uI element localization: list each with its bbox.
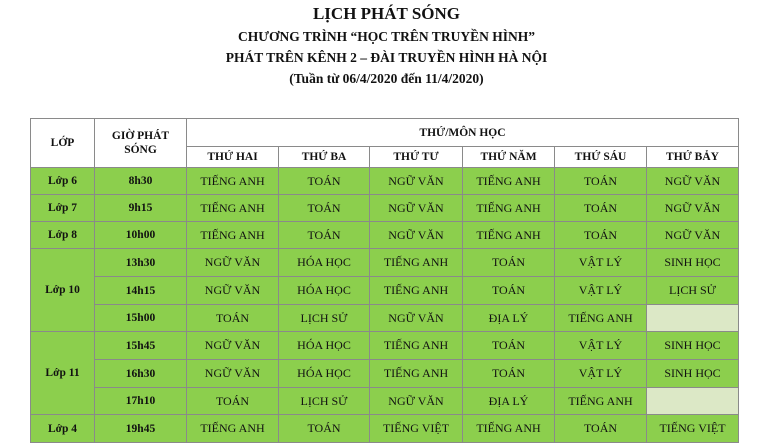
subject-cell: ĐỊA LÝ <box>463 388 555 415</box>
schedule-table <box>30 118 739 443</box>
subject-cell: TIẾNG ANH <box>370 360 463 388</box>
subtitle-week: (Tuần từ 06/4/2020 đến 11/4/2020) <box>289 71 484 86</box>
header-day: THỨ SÁU <box>555 147 647 168</box>
subject-cell: SINH HỌC <box>647 332 739 360</box>
subject-cell: TOÁN <box>463 332 555 360</box>
table-row <box>31 415 739 443</box>
subject-cell: NGỮ VĂN <box>370 305 463 332</box>
table-row <box>31 332 739 360</box>
time-cell: 19h45 <box>95 415 187 443</box>
subject-cell: NGỮ VĂN <box>187 360 279 388</box>
subject-cell: NGỮ VĂN <box>370 168 463 195</box>
subject-cell: TOÁN <box>187 305 279 332</box>
subject-cell: VẬT LÝ <box>555 332 647 360</box>
subject-cell: TIẾNG ANH <box>187 415 279 443</box>
subject-cell: TIẾNG ANH <box>370 277 463 305</box>
subject-cell: TIẾNG ANH <box>463 195 555 222</box>
class-cell: Lớp 11 <box>31 332 95 415</box>
subject-cell: TIẾNG VIỆT <box>370 415 463 443</box>
subject-cell: TIẾNG ANH <box>463 415 555 443</box>
header-day: THỨ NĂM <box>463 147 555 168</box>
subject-cell: VẬT LÝ <box>555 277 647 305</box>
subject-cell: NGỮ VĂN <box>187 249 279 277</box>
table-row <box>31 168 739 195</box>
header-day: THỨ TƯ <box>370 147 463 168</box>
subtitle-channel: PHÁT TRÊN KÊNH 2 – ĐÀI TRUYỀN HÌNH HÀ NỘI <box>225 50 548 65</box>
class-cell: Lớp 8 <box>31 222 95 249</box>
subject-cell: TIẾNG ANH <box>187 195 279 222</box>
subject-cell: TIẾNG ANH <box>187 168 279 195</box>
class-cell: Lớp 7 <box>31 195 95 222</box>
subject-cell: NGỮ VĂN <box>647 195 739 222</box>
table-row <box>31 249 739 277</box>
table-row <box>31 195 739 222</box>
subject-cell: TOÁN <box>463 360 555 388</box>
time-cell: 10h00 <box>95 222 187 249</box>
subject-cell: TIẾNG ANH <box>370 249 463 277</box>
subject-cell: NGỮ VĂN <box>187 332 279 360</box>
subject-cell: NGỮ VĂN <box>647 222 739 249</box>
class-cell: Lớp 4 <box>31 415 95 443</box>
header-day: THỨ BA <box>279 147 370 168</box>
subject-cell: NGỮ VĂN <box>370 388 463 415</box>
page-title: LỊCH PHÁT SÓNG <box>312 4 461 23</box>
class-cell: Lớp 10 <box>31 249 95 332</box>
subject-cell: TIẾNG ANH <box>370 332 463 360</box>
subject-cell: VẬT LÝ <box>555 360 647 388</box>
subject-cell: TOÁN <box>555 195 647 222</box>
header-day: THỨ BẢY <box>647 147 739 168</box>
table-row <box>31 222 739 249</box>
subject-cell: TOÁN <box>463 277 555 305</box>
subject-cell: NGỮ VĂN <box>187 277 279 305</box>
time-cell: 15h45 <box>95 332 187 360</box>
subject-cell: TIẾNG ANH <box>463 222 555 249</box>
time-cell: 8h30 <box>95 168 187 195</box>
subject-cell: NGỮ VĂN <box>370 195 463 222</box>
subject-cell: NGỮ VĂN <box>370 222 463 249</box>
class-cell: Lớp 6 <box>31 168 95 195</box>
subject-cell: TIẾNG ANH <box>555 388 647 415</box>
schedule-body <box>31 168 739 443</box>
subject-cell: TOÁN <box>187 388 279 415</box>
subject-cell: LỊCH SỬ <box>279 388 370 415</box>
header-lop: LỚP <box>31 119 95 168</box>
subtitle-program: CHƯƠNG TRÌNH “HỌC TRÊN TRUYỀN HÌNH” <box>238 29 535 44</box>
subject-cell: HÓA HỌC <box>279 360 370 388</box>
subject-cell: HÓA HỌC <box>279 277 370 305</box>
subject-cell: TIẾNG ANH <box>187 222 279 249</box>
subject-cell: SINH HỌC <box>647 249 739 277</box>
subject-cell: LỊCH SỬ <box>647 277 739 305</box>
time-cell: 9h15 <box>95 195 187 222</box>
subject-cell: TOÁN <box>555 168 647 195</box>
subject-cell: TOÁN <box>279 195 370 222</box>
subject-cell: TIẾNG ANH <box>555 305 647 332</box>
subject-cell: HÓA HỌC <box>279 332 370 360</box>
time-cell: 14h15 <box>95 277 187 305</box>
table-row <box>31 277 739 305</box>
time-cell: 15h00 <box>95 305 187 332</box>
empty-subject-cell <box>647 305 739 332</box>
subject-cell: NGỮ VĂN <box>647 168 739 195</box>
table-row <box>31 360 739 388</box>
time-cell: 13h30 <box>95 249 187 277</box>
table-row <box>31 305 739 332</box>
header-gio-phat-song: GIỜ PHÁT SÓNG <box>95 119 187 168</box>
subject-cell: TIẾNG ANH <box>463 168 555 195</box>
subject-cell: TOÁN <box>279 222 370 249</box>
subject-cell: TOÁN <box>279 168 370 195</box>
subject-cell: TIẾNG VIỆT <box>647 415 739 443</box>
header-thu-mon-hoc: THỨ/MÔN HỌC <box>187 119 739 147</box>
subject-cell: ĐỊA LÝ <box>463 305 555 332</box>
subject-cell: HÓA HỌC <box>279 249 370 277</box>
subject-cell: TOÁN <box>555 415 647 443</box>
empty-subject-cell <box>647 388 739 415</box>
subject-cell: TOÁN <box>555 222 647 249</box>
table-row <box>31 388 739 415</box>
subject-cell: TOÁN <box>463 249 555 277</box>
header-day: THỨ HAI <box>187 147 279 168</box>
time-cell: 17h10 <box>95 388 187 415</box>
subject-cell: VẬT LÝ <box>555 249 647 277</box>
time-cell: 16h30 <box>95 360 187 388</box>
subject-cell: SINH HỌC <box>647 360 739 388</box>
subject-cell: TOÁN <box>279 415 370 443</box>
subject-cell: LỊCH SỬ <box>279 305 370 332</box>
